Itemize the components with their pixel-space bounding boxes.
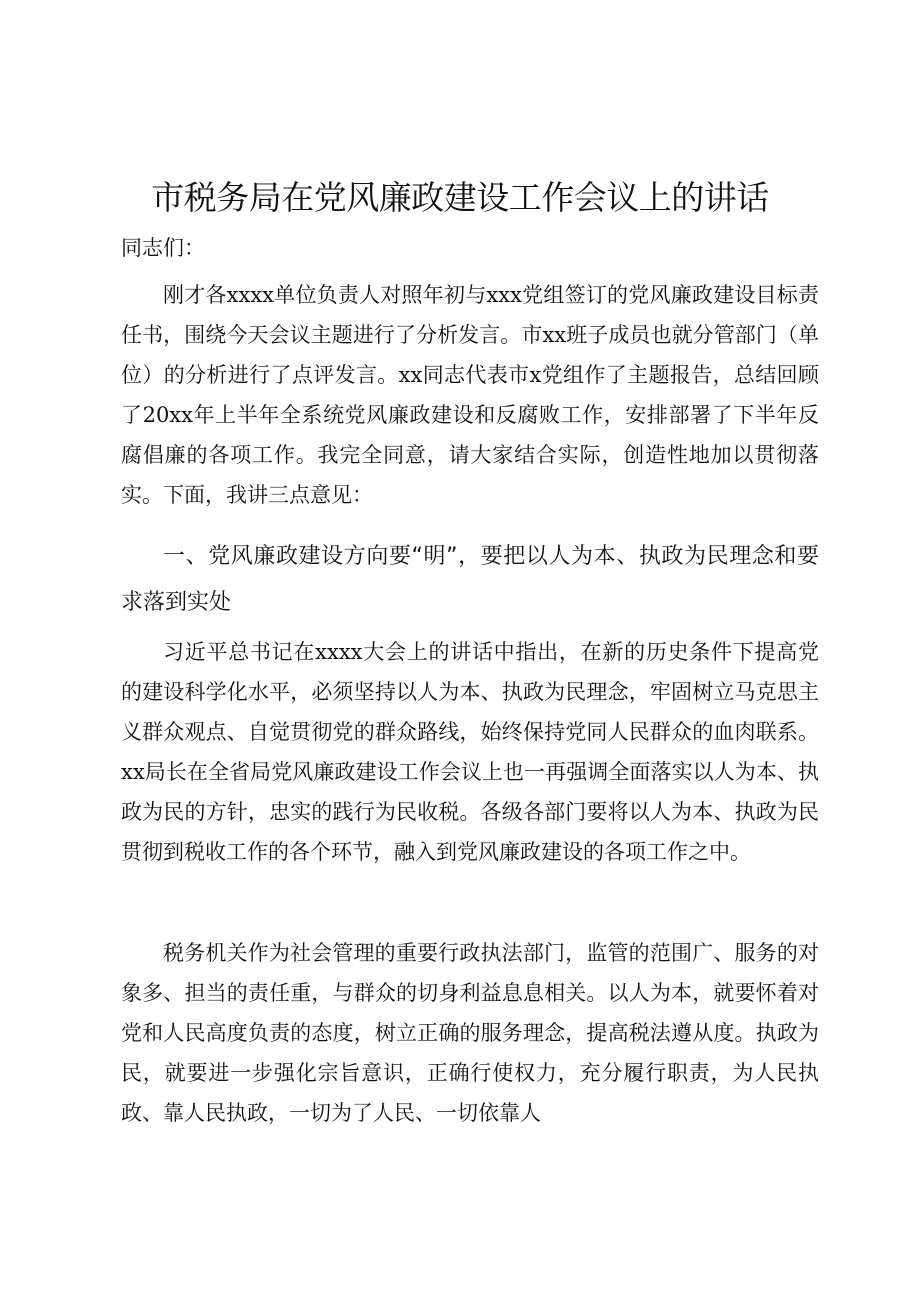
section-heading-1: 一、党风廉政建设方向要“明”，要把以人为本、执政为民理念和要求落到实处 — [121, 544, 819, 615]
document-title: 市税务局在党风廉政建设工作会议上的讲话 — [151, 178, 769, 217]
section-paragraph-1: 习近平总书记在xxxx大会上的讲话中指出，在新的历史条件下提高党的建设科学化水平，必须坚持以人为本、执政为民理念，牢固树立马克思主义群众观点、自觉贯彻党的群众路线，始终保持党同人民群众的血肉联系。xx局长在全省局党风廉政建设工作会议上也一再强调全面落实以人为本、执政为民的方针，忠实的践行为民收税。各级各部门要将以人为本、执政为民贯彻到税收工作的各个环节，融入到党风廉政建设的各项工作之中。 — [121, 640, 819, 864]
salutation: 同志们： — [121, 236, 205, 260]
opening-paragraph: 刚才各xxxx单位负责人对照年初与xxx党组签订的党风廉政建设目标责任书，围绕今天会议主题进行了分析发言。市xx班子成员也就分管部门（单位）的分析进行了点评发言。xx同志代表市x党组作了主题报告，总结回顾了20xx年上半年全系统党风廉政建设和反腐败工作，安排部署了下半年反腐倡廉的各项工作。我完全同意，请大家结合实际，创造性地加以贯彻落实。下面，我讲三点意见： — [121, 283, 819, 507]
section-paragraph-2: 税务机关作为社会管理的重要行政执法部门，监管的范围广、服务的对象多、担当的责任重，与群众的切身利益息息相关。以人为本，就要怀着对党和人民高度负责的态度，树立正确的服务理念，提高税法遵从度。执政为民，就要进一步强化宗旨意识，正确行使权力，充分履行职责，为人民执政、靠人民执政，一切为了人民、一切依靠人 — [121, 941, 819, 1125]
